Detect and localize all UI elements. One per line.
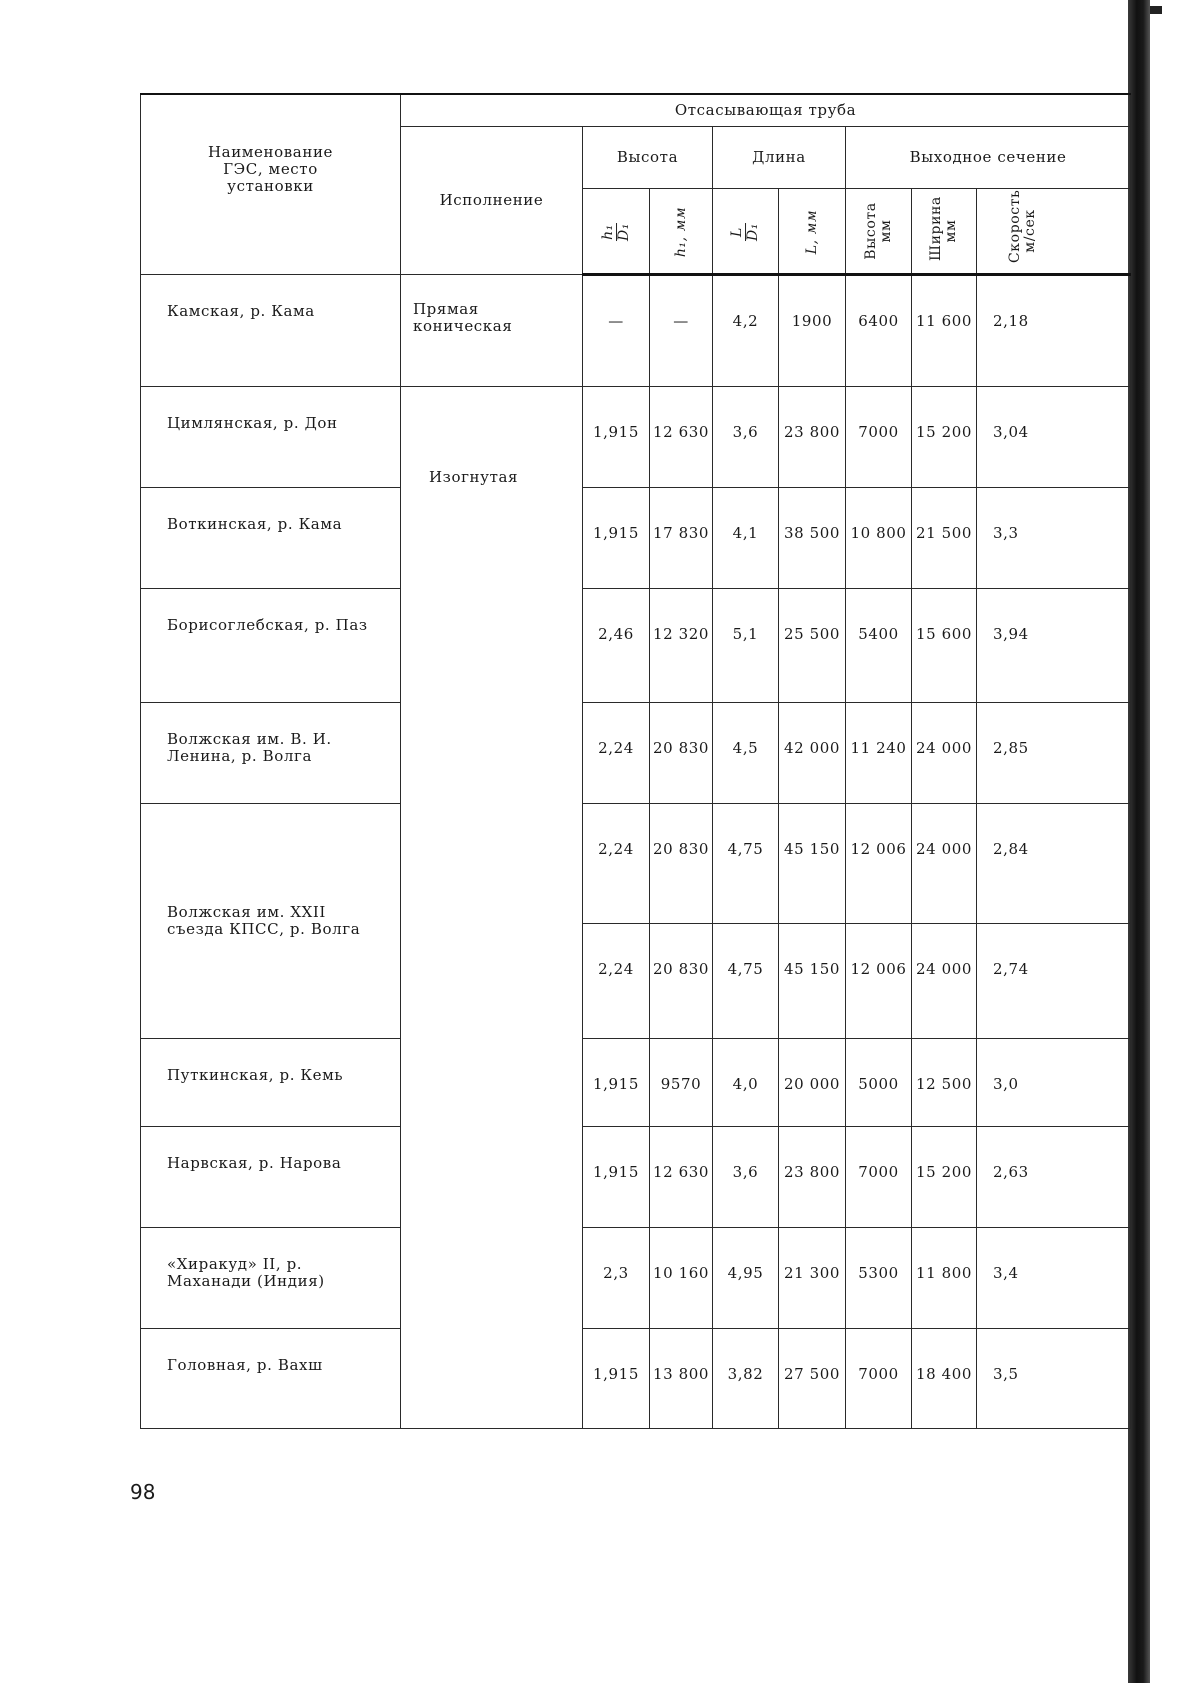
header-station-name (141, 94, 401, 274)
outlet-height-label: Высота мм (862, 201, 894, 260)
h-mm-cell: 20 830 (650, 803, 713, 923)
h-ratio-cell: 1,915 (583, 487, 650, 588)
table-row (141, 386, 1131, 487)
outlet-height-cell: 11 240 (846, 702, 912, 803)
l-mm-cell: 27 500 (779, 1328, 846, 1428)
h1-mm-label: h₁, мм (672, 206, 689, 257)
outlet-speed-cell: 3,04 (977, 386, 1131, 487)
header-execution: Исполнение (401, 126, 583, 274)
l-mm-cell: 45 150 (779, 923, 846, 1038)
draft-tube-table (140, 93, 1131, 1429)
outlet-height-cell: 7000 (846, 1328, 912, 1428)
l-mm-label: L, мм (803, 209, 820, 254)
table-row (141, 1126, 1131, 1227)
header-h-ratio (583, 188, 650, 274)
h-mm-cell: 9570 (650, 1038, 713, 1126)
h-ratio-cell: 1,915 (583, 1328, 650, 1428)
table-row (141, 274, 1131, 386)
outlet-width-cell: 15 200 (912, 1126, 977, 1227)
h-ratio-cell: 2,24 (583, 923, 650, 1038)
table-row (141, 803, 1131, 923)
outlet-width-cell: 11 600 (912, 274, 977, 386)
station-name: Цимлянская, р. Дон (141, 386, 401, 487)
header-draft-tube: Отсасывающая труба (401, 94, 1131, 126)
l-ratio-cell: 3,82 (713, 1328, 779, 1428)
outlet-width-cell: 15 600 (912, 588, 977, 702)
table-row (141, 487, 1131, 588)
table-row (141, 1328, 1131, 1428)
outlet-speed-cell: 2,18 (977, 274, 1131, 386)
h-mm-cell: 12 630 (650, 1126, 713, 1227)
outlet-height-cell: 12 006 (846, 803, 912, 923)
d1-symbol: D₁ (615, 222, 632, 241)
h-ratio-cell: 1,915 (583, 386, 650, 487)
l-ratio-cell: 4,2 (713, 274, 779, 386)
outlet-speed-cell: 2,74 (977, 923, 1131, 1038)
l-ratio-cell: 3,6 (713, 386, 779, 487)
outlet-width-cell: 24 000 (912, 702, 977, 803)
h-mm-cell: 12 320 (650, 588, 713, 702)
header-outlet-speed (977, 188, 1131, 274)
h-ratio-cell: 2,24 (583, 803, 650, 923)
header-outlet-height (846, 188, 912, 274)
header-l-ratio (713, 188, 779, 274)
h-mm-cell: 17 830 (650, 487, 713, 588)
h-ratio-cell: 2,24 (583, 702, 650, 803)
l-mm-cell: 38 500 (779, 487, 846, 588)
h1-symbol: h₁ (599, 223, 616, 240)
header-h-mm (650, 188, 713, 274)
outlet-speed-cell: 2,84 (977, 803, 1131, 923)
l-mm-cell: 45 150 (779, 803, 846, 923)
outlet-height-cell: 5000 (846, 1038, 912, 1126)
outlet-height-cell: 10 800 (846, 487, 912, 588)
l-mm-cell: 25 500 (779, 588, 846, 702)
header-height: Высота (583, 126, 713, 188)
h-ratio-cell: — (583, 274, 650, 386)
outlet-width-cell: 24 000 (912, 803, 977, 923)
l-mm-cell: 23 800 (779, 386, 846, 487)
l-ratio-cell: 4,75 (713, 803, 779, 923)
l-ratio-cell: 4,5 (713, 702, 779, 803)
h-mm-cell: 20 830 (650, 923, 713, 1038)
draft-tube-table-container (140, 93, 1130, 1479)
h-ratio-cell: 2,46 (583, 588, 650, 702)
h-mm-cell: 20 830 (650, 702, 713, 803)
l-mm-cell: 42 000 (779, 702, 846, 803)
h-mm-cell: 13 800 (650, 1328, 713, 1428)
l-ratio-cell: 3,6 (713, 1126, 779, 1227)
header-outlet-width (912, 188, 977, 274)
l-mm-cell: 21 300 (779, 1227, 846, 1328)
outlet-width-cell: 24 000 (912, 923, 977, 1038)
l-ratio-cell: 4,0 (713, 1038, 779, 1126)
h-ratio-cell: 2,3 (583, 1227, 650, 1328)
d1-symbol-2: D₁ (745, 222, 762, 241)
execution-bent-text: Изогнутая (429, 467, 519, 486)
header-outlet-section: Выходное сечение (846, 126, 1131, 188)
outlet-height-cell: 6400 (846, 274, 912, 386)
outlet-width-label: Ширина мм (928, 195, 959, 261)
l-mm-cell: 1900 (779, 274, 846, 386)
outlet-speed-cell: 3,94 (977, 588, 1131, 702)
l-symbol: L (729, 226, 746, 237)
h-ratio-cell: 1,915 (583, 1126, 650, 1227)
h-ratio-cell: 1,915 (583, 1038, 650, 1126)
table-row (141, 702, 1131, 803)
l-mm-cell: 20 000 (779, 1038, 846, 1126)
h-mm-cell: 12 630 (650, 386, 713, 487)
h-mm-cell: — (650, 274, 713, 386)
page-number: 98 (130, 1480, 156, 1504)
execution-bent-cell (401, 386, 583, 1428)
station-name: Камская, р. Кама (141, 274, 401, 386)
station-name: Волжская им. В. И. Ленина, р. Волга (141, 702, 401, 803)
outlet-speed-label: Скорость м/сек (1007, 189, 1038, 263)
station-name: Нарвская, р. Нарова (141, 1126, 401, 1227)
outlet-height-cell: 5400 (846, 588, 912, 702)
outlet-speed-cell: 2,63 (977, 1126, 1131, 1227)
l-mm-cell: 23 800 (779, 1126, 846, 1227)
execution-cell: Прямая коническая (401, 274, 583, 386)
l-ratio-cell: 4,75 (713, 923, 779, 1038)
header-station-name-text: Наименование ГЭС, место установки (207, 142, 334, 195)
outlet-width-cell: 11 800 (912, 1227, 977, 1328)
outlet-height-cell: 7000 (846, 386, 912, 487)
station-name: Головная, р. Вахш (141, 1328, 401, 1428)
l-ratio-cell: 4,1 (713, 487, 779, 588)
station-name: Воткинская, р. Кама (141, 487, 401, 588)
l-ratio-cell: 5,1 (713, 588, 779, 702)
outlet-width-cell: 21 500 (912, 487, 977, 588)
outlet-speed-cell: 2,85 (977, 702, 1131, 803)
table-row (141, 588, 1131, 702)
outlet-width-cell: 18 400 (912, 1328, 977, 1428)
station-name: «Хиракуд» II, р. Маханади (Индия) (141, 1227, 401, 1328)
outlet-speed-cell: 3,5 (977, 1328, 1131, 1428)
outlet-height-cell: 12 006 (846, 923, 912, 1038)
binding-edge (1128, 0, 1150, 1683)
outlet-height-cell: 5300 (846, 1227, 912, 1328)
outlet-width-cell: 15 200 (912, 386, 977, 487)
station-name: Волжская им. XXII съезда КПСС, р. Волга (141, 803, 401, 1038)
table-row (141, 1227, 1131, 1328)
outlet-speed-cell: 3,0 (977, 1038, 1131, 1126)
outlet-speed-cell: 3,3 (977, 487, 1131, 588)
station-name: Путкинская, р. Кемь (141, 1038, 401, 1126)
outlet-speed-cell: 3,4 (977, 1227, 1131, 1328)
header-l-mm (779, 188, 846, 274)
outlet-height-cell: 7000 (846, 1126, 912, 1227)
header-length: Длина (713, 126, 846, 188)
h-mm-cell: 10 160 (650, 1227, 713, 1328)
l-ratio-cell: 4,95 (713, 1227, 779, 1328)
outlet-width-cell: 12 500 (912, 1038, 977, 1126)
table-row (141, 1038, 1131, 1126)
station-name: Борисоглебская, р. Паз (141, 588, 401, 702)
